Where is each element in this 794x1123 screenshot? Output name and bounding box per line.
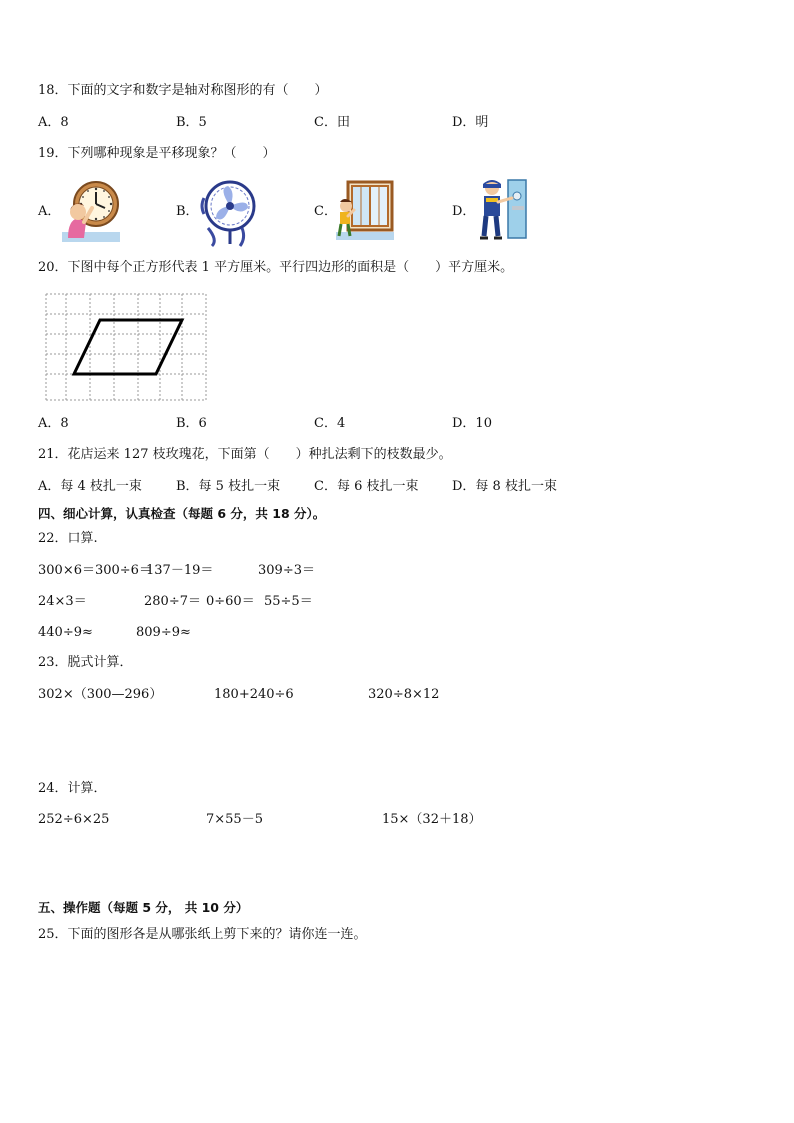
q20-option-d: D．10 [452,416,492,431]
q20-option-c: C．4 [314,416,346,431]
q23-item-3: 320÷8×12 [368,687,440,702]
q21-stem: 21．花店运来 127 枝玫瑰花，下面第（ ）种扎法剩下的枝数最少。 [38,447,452,462]
q18-option-c: C．田 [314,115,350,130]
window-slide-icon [336,180,394,240]
clock-hand-turn-icon [62,178,120,242]
q22-r2-1: 24×3＝ [38,594,87,609]
q22-stem: 22．口算. [38,531,98,546]
section-4-title: 四、细心计算，认真检查（每题 6 分，共 18 分）。 [38,506,326,521]
q22-r3-2: 809÷9≈ [136,625,191,640]
fan-rotate-icon [198,174,256,248]
q22-r1-1: 300×6＝300÷6＝ [38,563,152,578]
q24-item-3: 15×（32＋18） [382,812,482,827]
q19-label-d: D． [452,204,476,219]
q23-item-1: 302×（300—296） [38,687,163,702]
q24-item-1: 252÷6×25 [38,812,110,827]
q23-item-2: 180+240÷6 [214,687,294,702]
q22-r1-3: 309÷3＝ [258,563,315,578]
q23-stem: 23．脱式计算． [38,655,133,670]
q21-option-a: A．每 4 枝扎一束 [38,479,142,494]
q25-stem: 25．下面的图形各是从哪张纸上剪下来的？请你连一连。 [38,927,367,942]
q21-option-b: B．每 5 枝扎一束 [176,479,281,494]
q24-stem: 24．计算． [38,781,107,796]
q18-option-b: B．5 [176,115,207,130]
q22-r1-2: 137－19＝ [146,563,214,578]
q21-option-c: C．每 6 枝扎一束 [314,479,419,494]
q20-option-b: B．6 [176,416,207,431]
q18-stem: 18．下面的文字和数字是轴对称图形的有（ ） [38,83,328,98]
q20-stem: 20．下图中每个正方形代表 1 平方厘米。平行四边形的面积是（ ）平方厘米。 [38,260,514,275]
q22-r3-1: 440÷9≈ [38,625,93,640]
section-5-title: 五、操作题（每题 5 分， 共 10 分） [38,900,249,915]
grid-figure [44,292,210,404]
q18-option-d: D．明 [452,115,489,130]
q22-r2-4: 55÷5＝ [264,594,313,609]
q20-option-a: A．8 [38,416,69,431]
q22-r2-3: 0÷60＝ [206,594,255,609]
q19-label-c: C． [314,204,337,219]
faucet-turn-icon [476,176,532,242]
q18-option-a: A．8 [38,115,69,130]
q19-label-a: A． [38,204,61,219]
q21-option-d: D．每 8 枝扎一束 [452,479,557,494]
q24-item-2: 7×55－5 [206,812,263,827]
q19-stem: 19．下列哪种现象是平移现象？（ ） [38,146,276,161]
q19-label-b: B． [176,204,199,219]
q22-r2-2: 280÷7＝ [144,594,201,609]
